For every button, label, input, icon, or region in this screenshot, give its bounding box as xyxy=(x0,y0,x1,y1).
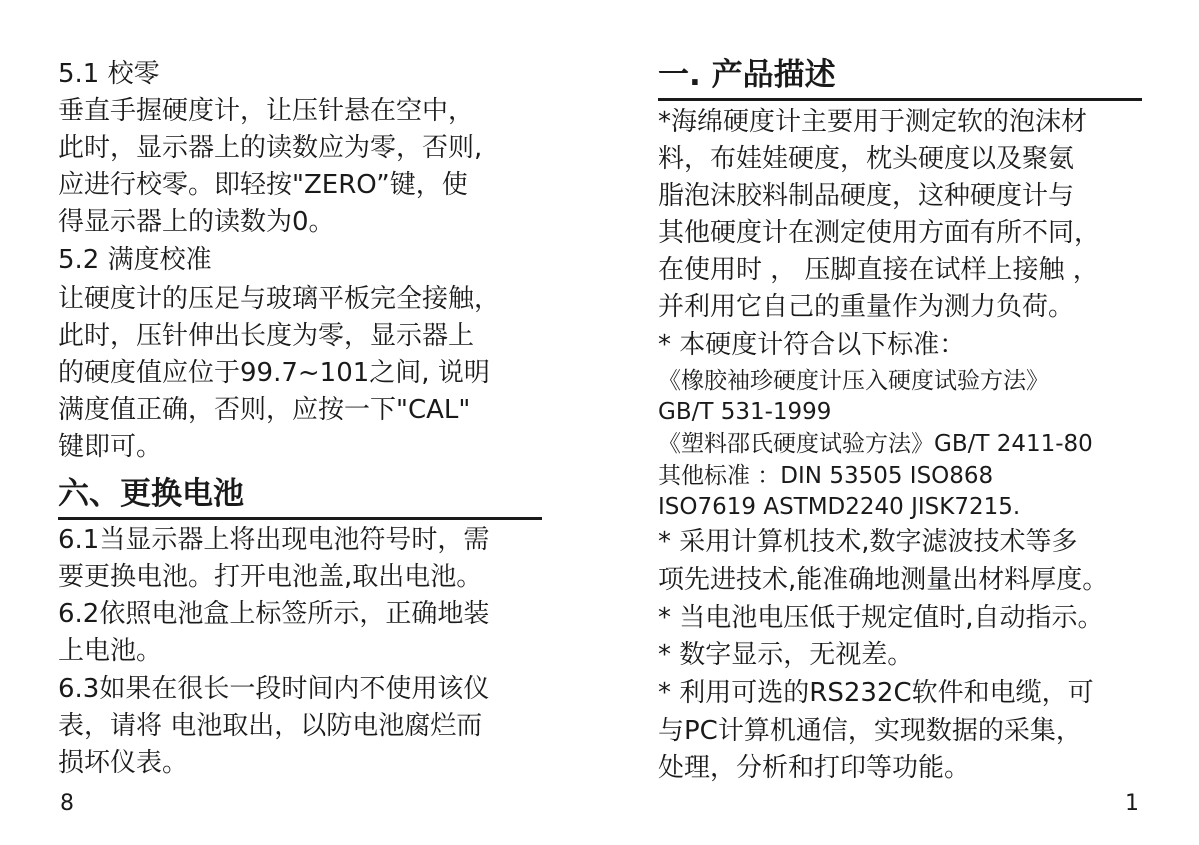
body-line: 满度值正确，否则，应按一下"CAL" xyxy=(58,395,471,425)
body-line: 其他硬度计在测定使用方面有所不同， xyxy=(658,218,1101,248)
standard-line: ISO7619 ASTMD2240 JISK7215. xyxy=(658,494,1021,520)
body-line: * 本硬度计符合以下标准： xyxy=(658,330,966,360)
page-number: 8 xyxy=(60,791,74,816)
body-line: 让硬度计的压足与玻璃平板完全接触， xyxy=(58,284,501,314)
body-line: 脂泡沫胶料制品硬度，这种硬度计与 xyxy=(658,181,1075,211)
body-line: 垂直手握硬度计，让压针悬在空中， xyxy=(58,96,475,126)
body-line: 要更换电池。打开电池盖,取出电池。 xyxy=(58,562,483,592)
section-1-heading: 一. 产品描述 xyxy=(658,57,836,93)
body-line: 应进行校零。即轻按"ZERO”键，使 xyxy=(58,170,468,200)
standard-line: 其他标准 ：DIN 53505 ISO868 xyxy=(658,463,994,489)
body-line: 的硬度值应位于99.7~101之间, 说明 xyxy=(58,358,490,388)
body-line: 表，请将 电池取出，以防电池腐烂而 xyxy=(58,711,483,741)
body-line: 上电池。 xyxy=(58,636,163,666)
body-line: 键即可。 xyxy=(58,432,163,462)
body-line: 与PC计算机通信，实现数据的采集， xyxy=(658,716,1082,746)
body-line: * 当电池电压低于规定值时,自动指示。 xyxy=(658,603,1104,633)
standard-line: 《橡胶袖珍硬度计压入硬度试验方法》 xyxy=(658,368,1049,394)
page-number: 1 xyxy=(1125,791,1139,816)
body-line: 6.3如果在很长一段时间内不使用该仪 xyxy=(58,674,490,704)
body-line: 并利用它自己的重量作为测力负荷。 xyxy=(658,292,1075,322)
body-line: 6.1当显示器上将出现电池符号时，需 xyxy=(58,525,490,555)
section-5-2-title: 5.2 满度校准 xyxy=(58,245,212,275)
body-line: 项先进技术,能准确地测量出材料厚度。 xyxy=(658,565,1109,595)
heading-rule xyxy=(58,517,542,520)
heading-rule xyxy=(658,98,1142,101)
body-line: 损坏仪表。 xyxy=(58,748,189,778)
body-line: 此时，显示器上的读数应为零，否则, xyxy=(58,133,483,163)
body-line: * 数字显示，无视差。 xyxy=(658,640,914,670)
body-line: * 采用计算机技术,数字滤波技术等多 xyxy=(658,527,1078,557)
body-line: 料，布娃娃硬度，枕头硬度以及聚氨 xyxy=(658,144,1075,174)
body-line: 6.2依照电池盒上标签所示，正确地装 xyxy=(58,599,490,629)
section-6-heading: 六、更换电池 xyxy=(58,476,244,512)
body-line: * 利用可选的RS232C软件和电缆，可 xyxy=(658,678,1094,708)
body-line: *海绵硬度计主要用于测定软的泡沫材 xyxy=(658,107,1088,137)
standard-line: 《塑料邵氏硬度试验方法》GB/T 2411-80 xyxy=(658,431,1093,457)
standard-line: GB/T 531-1999 xyxy=(658,399,832,425)
section-5-1-title: 5.1 校零 xyxy=(58,59,160,89)
body-line: 此时，压针伸出长度为零，显示器上 xyxy=(58,321,475,351)
body-line: 处理，分析和打印等功能。 xyxy=(658,753,971,783)
body-line: 在使用时 ， 压脚直接在试样上接触 ， xyxy=(658,255,1099,285)
body-line: 得显示器上的读数为0。 xyxy=(58,207,335,237)
